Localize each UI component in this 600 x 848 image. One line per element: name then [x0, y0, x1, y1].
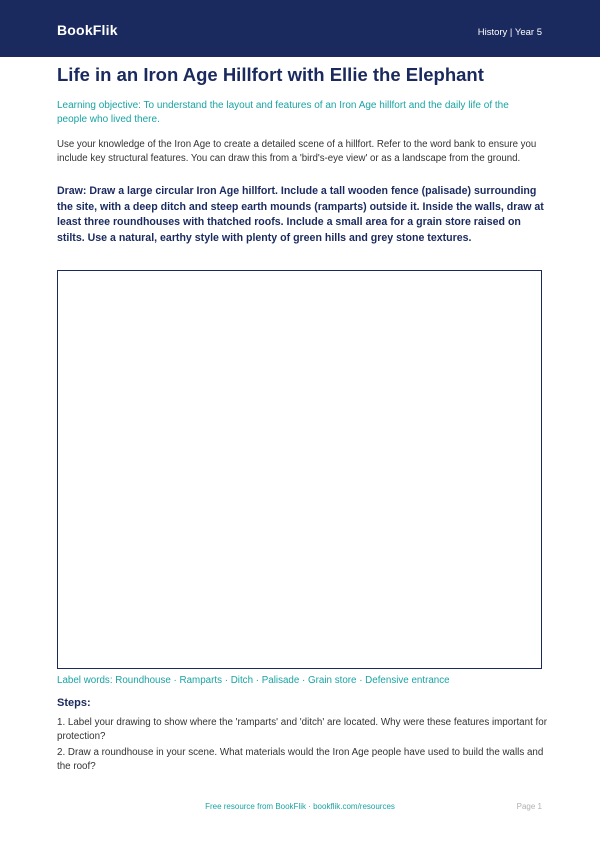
footer-resource-text[interactable]: Free resource from BookFlik · bookflik.com/resources	[205, 802, 395, 811]
top-header-bar	[0, 0, 600, 57]
drawing-area[interactable]	[57, 270, 542, 669]
step-item-2: 2. Draw a roundhouse in your scene. What materials would the Iron Age people have used to build the walls and the roof?	[57, 747, 544, 772]
brand-logo-text[interactable]: BookFlik	[57, 22, 118, 38]
label-word-bank: Label words: Roundhouse · Ramparts · Ditch · Palisade · Grain store · Defensive entrance	[57, 675, 450, 686]
worksheet-title: Life in an Iron Age Hillfort with Ellie the Elephant	[57, 64, 484, 85]
page-number: Page 1	[516, 802, 542, 811]
subject-breadcrumb: History | Year 5	[477, 27, 542, 38]
draw-instruction: Draw: Draw a large circular Iron Age hillfort. Include a tall wooden fence (palisade) surrounding the site, with a deep ditch and steep earth mounds (ramparts) outside it. Inside the walls, draw at least three roundhouses with thatched roofs. Include a small area for a grain store raised on stilts. Use a natural, earthy style with plenty of green hills and grey stone textures.	[57, 185, 544, 244]
step-item-1: 1. Label your drawing to show where the 'ramparts' and 'ditch' are located. Why were these features important for protection?	[57, 717, 547, 742]
learning-objective: Learning objective: To understand the layout and features of an Iron Age hillfort and the daily life of the people who lived there.	[57, 100, 509, 125]
intro-paragraph: Use your knowledge of the Iron Age to create a detailed scene of a hillfort. Refer to the word bank to ensure you include key structural features. You can draw this from a 'bird's-eye view' or as a landscape from the ground.	[57, 139, 537, 164]
steps-heading: Steps:	[57, 697, 91, 709]
